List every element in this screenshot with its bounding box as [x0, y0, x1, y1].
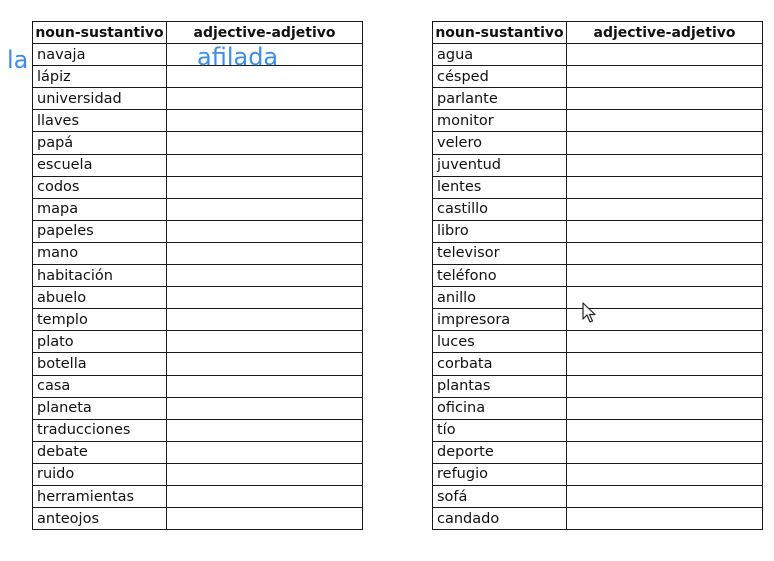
noun-cell: monitor: [433, 110, 567, 132]
table-header-row: [433, 22, 763, 44]
table-row: [33, 375, 363, 397]
table-row: [433, 154, 763, 176]
adjective-cell[interactable]: [567, 176, 763, 198]
noun-cell: deporte: [433, 441, 567, 463]
table-row: [33, 88, 363, 110]
adjective-cell[interactable]: [167, 485, 363, 507]
table-row: [33, 508, 363, 530]
noun-cell: abuelo: [33, 287, 167, 309]
table-row: [433, 88, 763, 110]
table-row: [33, 110, 363, 132]
handwritten-article: la: [7, 46, 29, 74]
noun-cell: plato: [33, 331, 167, 353]
adjective-cell[interactable]: [567, 508, 763, 530]
noun-cell: oficina: [433, 397, 567, 419]
noun-cell: casa: [33, 375, 167, 397]
adjective-cell[interactable]: [167, 331, 363, 353]
table-row: [433, 331, 763, 353]
noun-cell: televisor: [433, 242, 567, 264]
adjective-cell[interactable]: [167, 88, 363, 110]
noun-cell: velero: [433, 132, 567, 154]
table-row: [433, 419, 763, 441]
table-row: [33, 309, 363, 331]
table-row: [33, 154, 363, 176]
noun-adjective-table-right: [432, 21, 763, 530]
noun-cell: mano: [33, 242, 167, 264]
adjective-cell[interactable]: [167, 287, 363, 309]
adjective-cell[interactable]: [167, 265, 363, 287]
noun-cell: habitación: [33, 265, 167, 287]
noun-cell: traducciones: [33, 419, 167, 441]
table-row: [33, 397, 363, 419]
adjective-cell[interactable]: [567, 110, 763, 132]
table-row: [433, 508, 763, 530]
adjective-cell[interactable]: [167, 353, 363, 375]
noun-cell: anillo: [433, 287, 567, 309]
noun-cell: botella: [33, 353, 167, 375]
adjective-cell[interactable]: [567, 154, 763, 176]
adjective-cell[interactable]: [567, 220, 763, 242]
table-row: [33, 198, 363, 220]
adjective-cell[interactable]: [567, 66, 763, 88]
adjective-cell[interactable]: [567, 485, 763, 507]
adjective-cell[interactable]: [167, 220, 363, 242]
table-row: [433, 110, 763, 132]
noun-cell: libro: [433, 220, 567, 242]
table-row: [433, 220, 763, 242]
table-row: [33, 463, 363, 485]
noun-cell: lápiz: [33, 66, 167, 88]
table-row: [433, 242, 763, 264]
noun-cell: ruido: [33, 463, 167, 485]
noun-cell: impresora: [433, 309, 567, 331]
adjective-cell[interactable]: [167, 132, 363, 154]
noun-cell: sofá: [433, 485, 567, 507]
noun-cell: parlante: [433, 88, 567, 110]
adjective-cell[interactable]: [167, 419, 363, 441]
noun-cell: debate: [33, 441, 167, 463]
table-row: [33, 242, 363, 264]
adjective-cell[interactable]: [567, 397, 763, 419]
table-header-row: [33, 22, 363, 44]
noun-cell: escuela: [33, 154, 167, 176]
adjective-cell[interactable]: [167, 309, 363, 331]
noun-cell: teléfono: [433, 265, 567, 287]
noun-cell: césped: [433, 66, 567, 88]
column-header-noun: noun-sustantivo: [33, 22, 167, 44]
table-row: [433, 375, 763, 397]
noun-cell: candado: [433, 508, 567, 530]
table-row: [433, 353, 763, 375]
noun-cell: agua: [433, 44, 567, 66]
table-row: [433, 441, 763, 463]
table-row: [433, 463, 763, 485]
adjective-cell[interactable]: [567, 419, 763, 441]
noun-cell: llaves: [33, 110, 167, 132]
adjective-cell[interactable]: [567, 132, 763, 154]
table-row: [433, 397, 763, 419]
table-row: [433, 66, 763, 88]
adjective-cell[interactable]: [567, 88, 763, 110]
adjective-cell[interactable]: [167, 441, 363, 463]
noun-cell: castillo: [433, 198, 567, 220]
noun-cell: herramientas: [33, 485, 167, 507]
noun-cell: plantas: [433, 375, 567, 397]
table-row: [33, 441, 363, 463]
table-row: [33, 331, 363, 353]
noun-cell: lentes: [433, 176, 567, 198]
noun-cell: navaja: [33, 44, 167, 66]
handwritten-adjective: afilada: [197, 43, 279, 71]
column-header-noun: noun-sustantivo: [433, 22, 567, 44]
adjective-cell[interactable]: [167, 508, 363, 530]
column-header-adjective: adjective-adjetivo: [567, 22, 763, 44]
column-header-adjective: adjective-adjetivo: [167, 22, 363, 44]
adjective-cell[interactable]: [567, 265, 763, 287]
table-row: [433, 198, 763, 220]
noun-cell: papá: [33, 132, 167, 154]
adjective-cell[interactable]: [567, 242, 763, 264]
adjective-cell[interactable]: [167, 463, 363, 485]
noun-cell: anteojos: [33, 508, 167, 530]
table-row: [33, 132, 363, 154]
table-row: [433, 485, 763, 507]
table-row: [33, 287, 363, 309]
table-row: [33, 485, 363, 507]
table-row: [433, 132, 763, 154]
adjective-cell[interactable]: [167, 154, 363, 176]
adjective-cell[interactable]: [167, 198, 363, 220]
table-row: [33, 176, 363, 198]
noun-cell: refugio: [433, 463, 567, 485]
adjective-cell[interactable]: [567, 198, 763, 220]
noun-cell: corbata: [433, 353, 567, 375]
noun-cell: codos: [33, 176, 167, 198]
noun-cell: tío: [433, 419, 567, 441]
adjective-cell[interactable]: [567, 375, 763, 397]
adjective-cell[interactable]: [567, 463, 763, 485]
table-row: [33, 265, 363, 287]
noun-cell: luces: [433, 331, 567, 353]
noun-cell: mapa: [33, 198, 167, 220]
table-row: [433, 176, 763, 198]
noun-cell: papeles: [33, 220, 167, 242]
noun-cell: templo: [33, 309, 167, 331]
adjective-cell[interactable]: [167, 375, 363, 397]
adjective-cell[interactable]: [167, 110, 363, 132]
noun-cell: planeta: [33, 397, 167, 419]
adjective-cell[interactable]: [167, 176, 363, 198]
adjective-cell[interactable]: [167, 397, 363, 419]
table-row: [33, 353, 363, 375]
noun-cell: universidad: [33, 88, 167, 110]
table-row: [433, 44, 763, 66]
adjective-cell[interactable]: [167, 242, 363, 264]
adjective-cell[interactable]: [567, 353, 763, 375]
noun-adjective-table-left: [32, 21, 363, 530]
adjective-cell[interactable]: [567, 331, 763, 353]
adjective-cell[interactable]: [567, 44, 763, 66]
noun-cell: juventud: [433, 154, 567, 176]
adjective-cell[interactable]: [567, 441, 763, 463]
table-row: [33, 419, 363, 441]
table-row: [33, 220, 363, 242]
table-row: [433, 265, 763, 287]
mouse-pointer-icon: [582, 302, 598, 324]
